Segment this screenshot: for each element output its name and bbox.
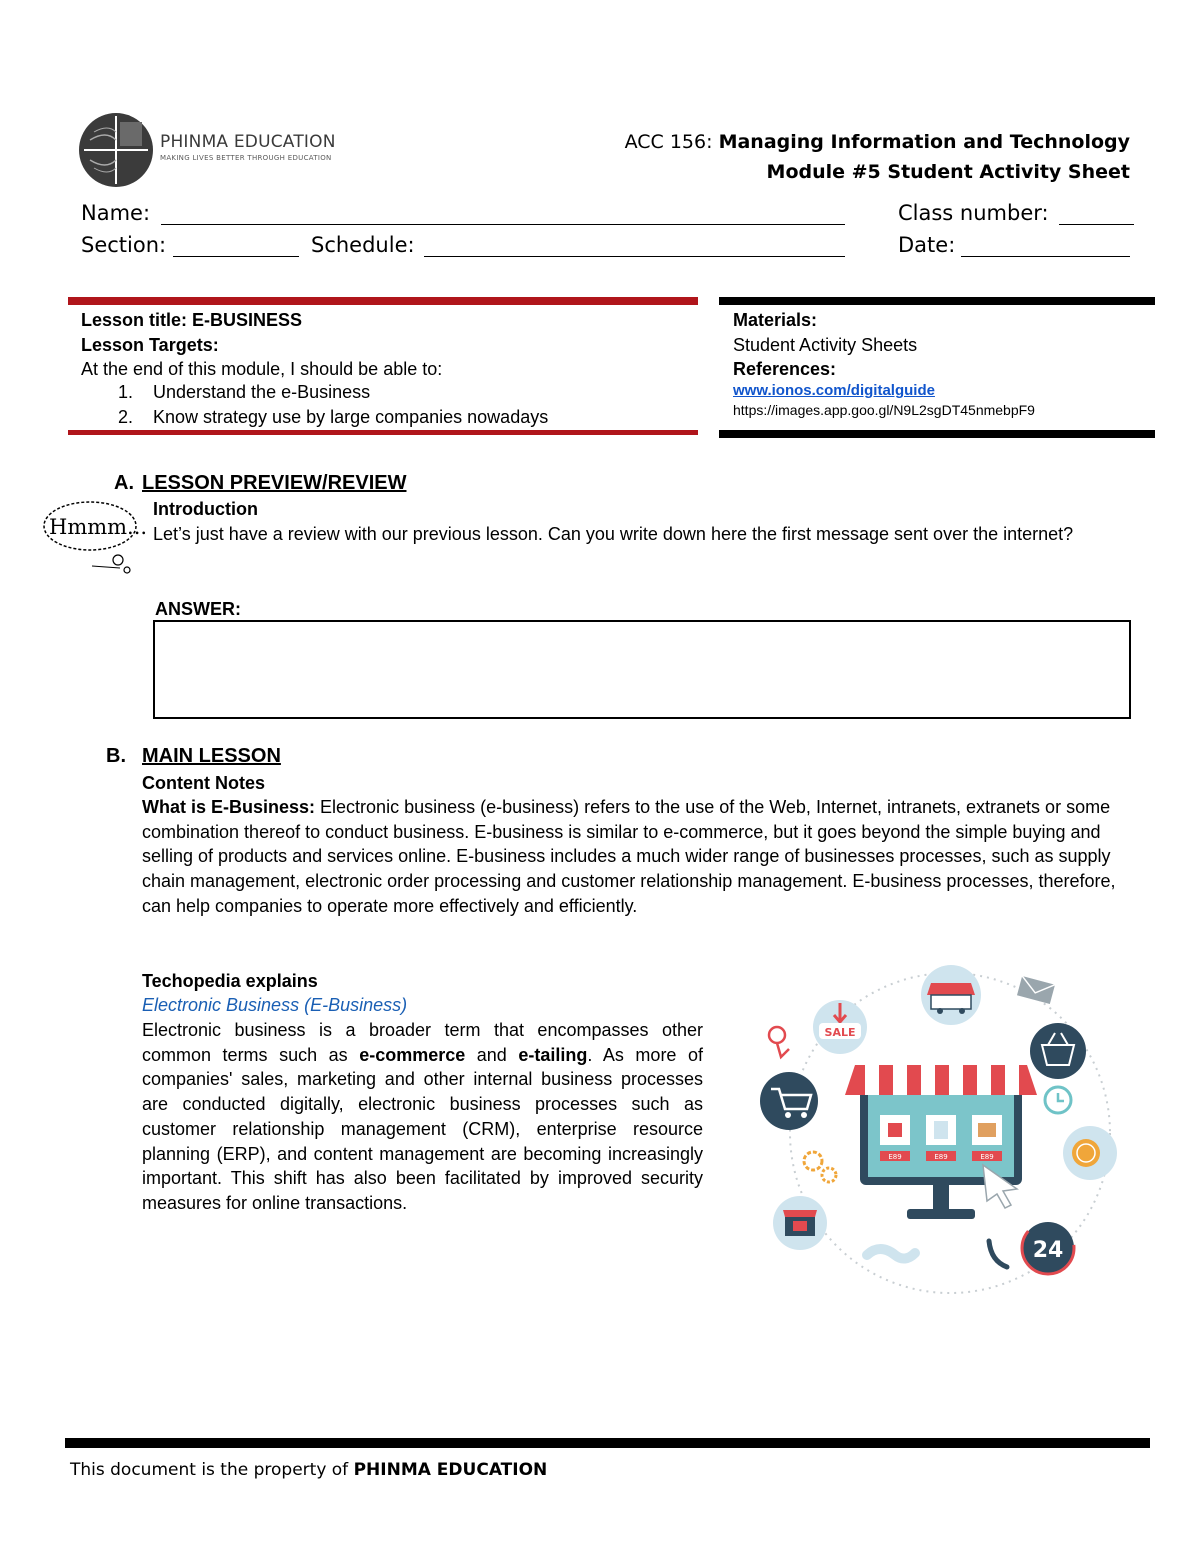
clock-icon <box>1045 1087 1071 1113</box>
lesson-info <box>81 308 701 382</box>
schedule-field[interactable] <box>424 256 845 257</box>
date-field[interactable] <box>961 256 1130 257</box>
course-title: Managing Information and Technology <box>718 131 1130 153</box>
techopedia-heading: Techopedia explains <box>142 971 318 991</box>
footer-bar <box>65 1438 1150 1448</box>
gears-icon <box>804 1152 836 1182</box>
materials-info <box>733 308 1153 382</box>
lesson-title-value: E-BUSINESS <box>192 310 303 330</box>
materials-value: Student Activity Sheets <box>733 334 918 355</box>
name-field[interactable] <box>161 224 845 225</box>
sale-tag-text: SALE <box>824 1026 856 1039</box>
materials-bottom-bar <box>719 430 1155 438</box>
price-tag-3: E89 <box>980 1153 994 1161</box>
envelope-icon <box>1017 976 1055 1004</box>
materials-top-bar <box>719 297 1155 305</box>
course-code: ACC 156: <box>624 131 713 153</box>
techopedia-paragraph: Electronic business is a broader term that encompasses other common terms such as e-commerce and e-tailing. As more of companies' sales, marketing and other internal business processes are conducted digitally, electronic business processes such as customer relationship management (CRM), enterprise resource planning (ERP), and content management are becoming increasingly important. This shift has also been facilitated by improved security measures for online transactions. <box>142 1020 703 1213</box>
section-label: Section: <box>81 233 167 257</box>
content-notes-heading: Content Notes <box>142 773 265 793</box>
thought-bubble <box>40 498 150 580</box>
target-number-1: 1. <box>118 382 134 402</box>
footer-text: This document is the property of PHINMA EDUCATION <box>70 1460 548 1480</box>
lesson-targets-label: Lesson Targets: <box>81 334 219 355</box>
logo-title: PHINMA EDUCATION <box>160 132 336 152</box>
course-heading <box>625 131 1130 153</box>
price-tag-2: E89 <box>934 1153 948 1161</box>
ebusiness-illustration <box>755 965 1125 1300</box>
what-is-ebusiness-paragraph <box>142 795 1132 919</box>
footer-brand: PHINMA EDUCATION <box>353 1460 548 1480</box>
class-number-label: Class number: <box>898 201 1049 225</box>
monitor-shop-icon <box>845 1065 1037 1219</box>
section-b-heading: MAIN LESSON <box>142 745 281 767</box>
price-tag-1: E89 <box>888 1153 902 1161</box>
materials-label: Materials: <box>733 310 818 330</box>
section-field[interactable] <box>173 256 299 257</box>
answer-box[interactable] <box>153 620 1131 719</box>
coin-icon <box>1063 1126 1117 1180</box>
techopedia-subheading: Electronic Business (E-Business) <box>142 995 408 1015</box>
etailing-term: e-tailing <box>518 1044 588 1065</box>
handshake-icon <box>867 1249 915 1259</box>
delivery-truck-icon <box>921 965 981 1025</box>
target-item-2: Know strategy use by large companies nowadays <box>153 407 549 427</box>
lesson-title-line: Lesson title: E-BUSINESS <box>81 310 303 330</box>
answer-label: ANSWER: <box>155 599 241 619</box>
schedule-label: Schedule: <box>311 233 415 257</box>
target-number-2: 2. <box>118 407 134 427</box>
introduction-text: Let’s just have a review with our previous lesson. Can you write down here the first message sent over the internet? <box>153 524 1074 544</box>
lesson-top-bar <box>68 297 698 305</box>
introduction-heading: Introduction <box>153 499 258 519</box>
location-pin-icon <box>769 1027 789 1057</box>
name-label: Name: <box>81 201 151 225</box>
what-is-label: What is E-Business: <box>142 797 316 817</box>
shopping-cart-icon <box>760 1072 818 1130</box>
date-label: Date: <box>898 233 956 257</box>
lesson-bottom-bar <box>68 430 698 435</box>
reference-link[interactable]: www.ionos.com/digitalguide <box>733 382 935 399</box>
section-b-letter: B. <box>106 745 126 767</box>
ebusiness-illustration-svg <box>755 965 1125 1300</box>
target-item-1: Understand the e-Business <box>153 382 371 402</box>
thought-bubble-text: Hmmm... <box>49 515 148 539</box>
section-a-heading: LESSON PREVIEW/REVIEW <box>142 472 407 494</box>
logo-tagline: MAKING LIVES BETTER THROUGH EDUCATION <box>160 154 332 162</box>
class-number-field[interactable] <box>1059 224 1134 225</box>
ecommerce-term: e-commerce <box>359 1044 466 1065</box>
phinma-logo-icon <box>76 110 156 190</box>
what-is-text: Electronic business (e-business) refers to the use of the Web, Internet, intranets, extranets or some combination thereof to conduct business. E-business is similar to e-commerce, but it goes beyond the simple buying and selling of products and services online. E-business includes a much wider range of businesses processes, such as supply chain management, electronic order processing and customer relationship management. E-business processes, therefore, can help companies to operate more effectively and efficiently. <box>142 797 1116 916</box>
badge-24-text: 24 <box>1032 1238 1064 1263</box>
section-a-letter: A. <box>114 472 134 494</box>
shopping-basket-icon <box>1030 1023 1086 1079</box>
shop-window-icon <box>773 1196 827 1250</box>
thought-bubble-icon <box>40 498 150 580</box>
references-label: References: <box>733 359 837 379</box>
reference-url: https://images.app.goo.gl/N9L2sgDT45nmebpF9 <box>733 402 1035 418</box>
lesson-targets-intro: At the end of this module, I should be able to: <box>81 359 443 379</box>
module-title: Module #5 Student Activity Sheet <box>766 161 1130 183</box>
